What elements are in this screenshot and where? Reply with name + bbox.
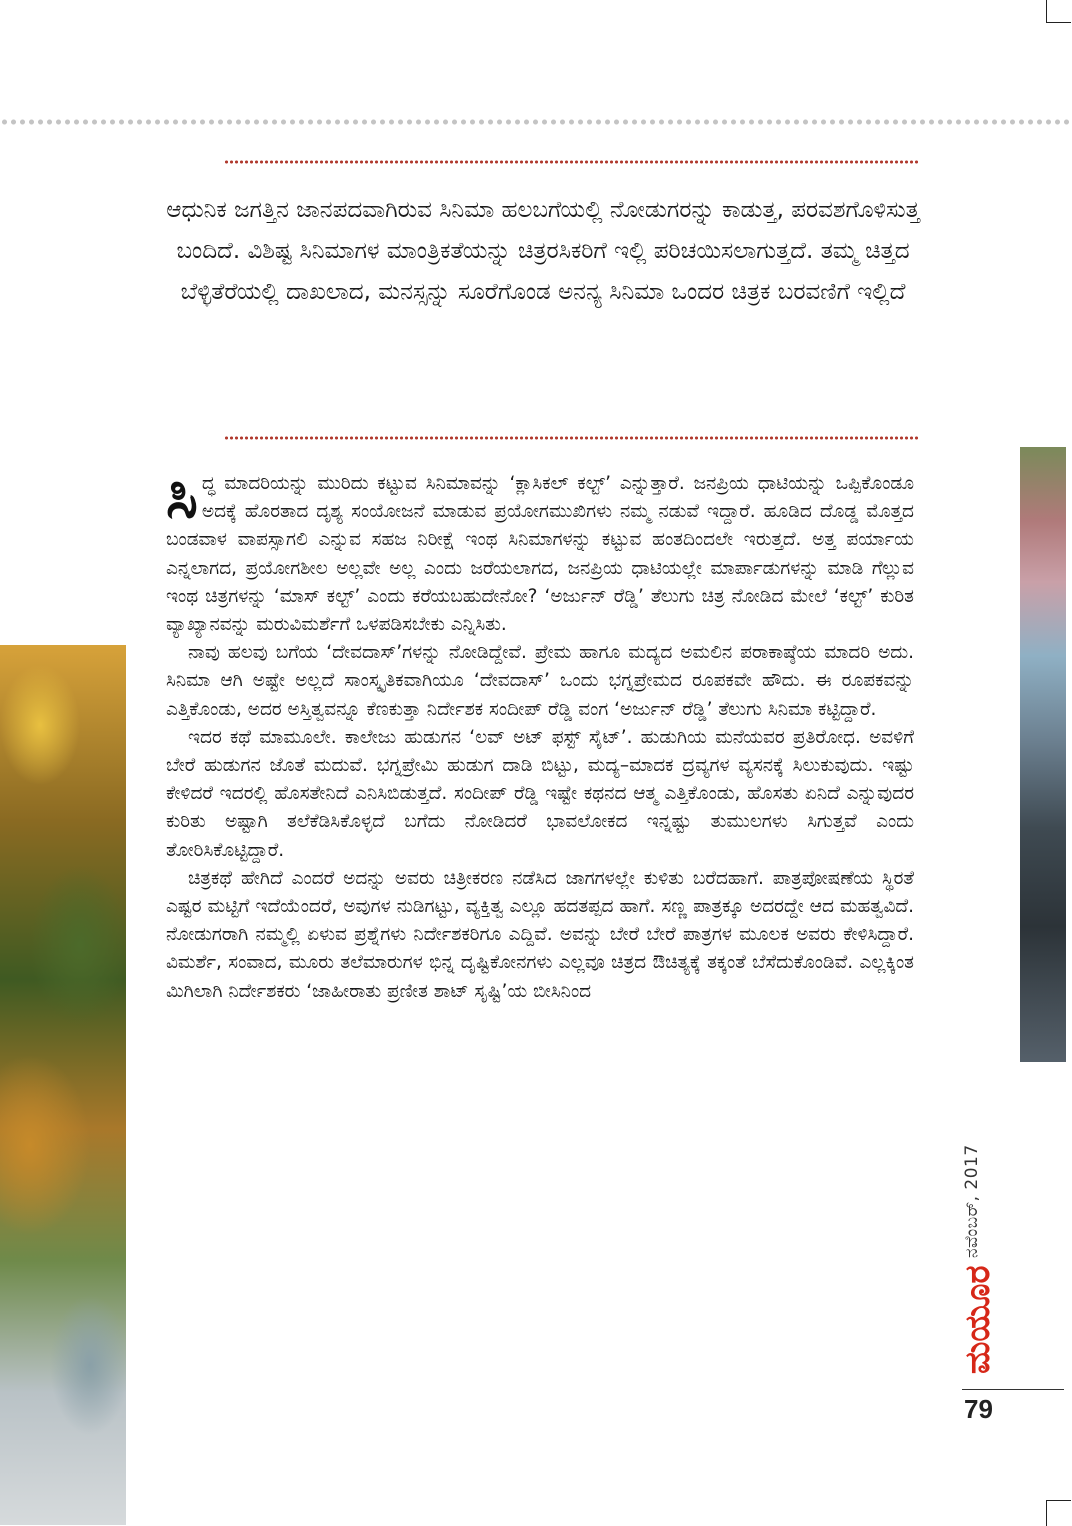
article-paragraph-2: ನಾವು ಹಲವು ಬಗೆಯ ‘ದೇವದಾಸ್’ಗಳನ್ನು ನೋಡಿದ್ದೇವೆ. ಪ್ರೇಮ ಹಾಗೂ ಮದ್ಯದ ಅಮಲಿನ ಪರಾಕಾಷ್ಠೆಯ ಮಾದರಿ ಅದು. ಸಿನಿಮಾ ಆಗಿ ಅಷ್ಟೇ ಅಲ್ಲದೆ ಸಾಂಸ್ಕೃತಿಕವಾಗಿಯೂ ‘ದೇವದಾಸ್’ ಒಂದು ಭಗ್ನಪ್ರೇಮದ ರೂಪಕವೇ ಹೌದು. ಈ ರೂಪಕವನ್ನು ಎತ್ತಿಕೊಂಡು, ಅದರ ಅಸ್ತಿತ್ವವನ್ನೂ ಕೆಣಕುತ್ತಾ ನಿರ್ದೇಶಕ ಸಂದೀಪ್ ರೆಡ್ಡಿ ವಂಗ ‘ಅರ್ಜುನ್ ರೆಡ್ಡಿ’ ತೆಲುಗು ಸಿನಿಮಾ ಕಟ್ಟಿದ್ದಾರೆ. (166, 642, 914, 720)
article-body (166, 462, 914, 1006)
intro-bottom-rule (224, 436, 918, 440)
issue-date: ನವೆಂಬರ್, 2017 (962, 1144, 982, 1258)
page-number: 79 (964, 1394, 993, 1424)
dotted-divider (0, 118, 1072, 126)
crop-mark-top (1046, 0, 1071, 23)
article-paragraph-3: ಇದರ ಕಥೆ ಮಾಮೂಲೇ. ಕಾಲೇಜು ಹುಡುಗನ ‘ಲವ್ ಅಟ್ ಫಸ್ಟ್ ಸೈಟ್’. ಹುಡುಗಿಯ ಮನೆಯವರ ಪ್ರತಿರೋಧ. ಅವಳಿಗೆ ಬೇರೆ ಹುಡುಗನ ಜೊತೆ ಮದುವೆ. ಭಗ್ನಪ್ರೇಮಿ ಹುಡುಗ ದಾಡಿ ಬಿಟ್ಟು, ಮದ್ಯ–ಮಾದಕ ದ್ರವ್ಯಗಳ ವ್ಯಸನಕ್ಕೆ ಸಿಲುಕುವುದು. ಇಷ್ಟು ಕೇಳಿದರೆ ಇದರಲ್ಲಿ ಹೊಸತೇನಿದೆ ಎನಿಸಿಬಿಡುತ್ತದೆ. ಸಂದೀಪ್ ರೆಡ್ಡಿ ಇಷ್ಟೇ ಕಥನದ ಆತ್ಮ ಎತ್ತಿಕೊಂಡು, ಹೊಸತು ಏನಿದೆ ಎನ್ನುವುದರ ಕುರಿತು ಅಷ್ಟಾಗಿ ತಲೆಕೆಡಿಸಿಕೊಳ್ಳದೆ ಬಗೆದು ನೋಡಿದರೆ ಭಾವಲೋಕದ ಇನ್ನಷ್ಟು ತುಮುಲಗಳು ಸಿಗುತ್ತವೆ ಎಂದು ತೋರಿಸಿಕೊಟ್ಟಿದ್ದಾರೆ. (166, 726, 914, 861)
page-number-rule (962, 1389, 1064, 1390)
intro-top-rule (224, 160, 918, 164)
right-photo-strip (1020, 447, 1066, 1062)
magazine-logo: ಮಯೂರ (958, 1265, 998, 1374)
drop-cap: ಸಿ (166, 462, 198, 532)
crop-mark-bottom (1046, 1500, 1071, 1526)
article-paragraph-4: ಚಿತ್ರಕಥೆ ಹೇಗಿದೆ ಎಂದರೆ ಅದನ್ನು ಅವರು ಚಿತ್ರೀಕರಣ ನಡೆಸಿದ ಜಾಗಗಳಲ್ಲೇ ಕುಳಿತು ಬರೆದಹಾಗೆ. ಪಾತ್ರಪೋಷಣೆಯ ಸ್ಥಿರತೆ ಎಷ್ಟರ ಮಟ್ಟಿಗೆ ಇದೆಯೆಂದರೆ, ಅವುಗಳ ನುಡಿಗಟ್ಟು, ವ್ಯಕ್ತಿತ್ವ ಎಲ್ಲೂ ಹದತಪ್ಪದ ಹಾಗೆ. ಸಣ್ಣ ಪಾತ್ರಕ್ಕೂ ಅದರದ್ದೇ ಆದ ಮಹತ್ವವಿದೆ. ನೋಡುಗರಾಗಿ ನಮ್ಮಲ್ಲಿ ಏಳುವ ಪ್ರಶ್ನೆಗಳು ನಿರ್ದೇಶಕರಿಗೂ ಎದ್ದಿವೆ. ಅವನ್ನು ಬೇರೆ ಬೇರೆ ಪಾತ್ರಗಳ ಮೂಲಕ ಅವರು ಕೇಳಿಸಿದ್ದಾರೆ. ವಿಮರ್ಶೆ, ಸಂವಾದ, ಮೂರು ತಲೆಮಾರುಗಳ ಭಿನ್ನ ದೃಷ್ಟಿಕೋನಗಳು ಎಲ್ಲವೂ ಚಿತ್ರದ ಔಚಿತ್ಯಕ್ಕೆ ತಕ್ಕಂತೆ ಬೆಸೆದುಕೊಂಡಿವೆ. ಎಲ್ಲಕ್ಕಿಂತ ಮಿಗಿಲಾಗಿ ನಿರ್ದೇಶಕರು ‘ಜಾಹೀರಾತು ಪ್ರಣೀತ ಶಾಟ್ ಸೃಷ್ಟಿ’ಯ ಬೀಸಿನಿಂದ (166, 867, 914, 1002)
left-photo-strip (0, 645, 126, 1525)
paragraph-1-text: ದ್ಧ ಮಾದರಿಯನ್ನು ಮುರಿದು ಕಟ್ಟುವ ಸಿನಿಮಾವನ್ನು ‘ಕ್ಲಾಸಿಕಲ್ ಕಲ್ಟ್’ ಎನ್ನುತ್ತಾರೆ. ಜನಪ್ರಿಯ ಧಾಟಿಯನ್ನು ಒಪ್ಪಿಕೊಂಡೂ ಅದಕ್ಕೆ ಹೊರತಾದ ದೃಶ್ಯ ಸಂಯೋಜನೆ ಮಾಡುವ ಪ್ರಯೋಗಮುಖಿಗಳು ನಮ್ಮ ನಡುವೆ ಇದ್ದಾರೆ. ಹೂಡಿದ ದೊಡ್ಡ ಮೊತ್ತದ ಬಂಡವಾಳ ವಾಪಸ್ಸಾಗಲಿ ಎನ್ನುವ ಸಹಜ ನಿರೀಕ್ಷೆ ಇಂಥ ಸಿನಿಮಾಗಳನ್ನು ಕಟ್ಟುವ ಹಂತದಿಂದಲೇ ಇರುತ್ತದೆ. ಅತ್ತ ಪರ್ಯಾಯ ಎನ್ನಲಾಗದ, ಪ್ರಯೋಗಶೀಲ ಅಲ್ಲವೇ ಅಲ್ಲ ಎಂದು ಜರೆಯಲಾಗದ, ಜನಪ್ರಿಯ ಧಾಟಿಯಲ್ಲೇ ಮಾರ್ಪಾಡುಗಳನ್ನು ಮಾಡಿ ಗೆಲ್ಲುವ ಇಂಥ ಚಿತ್ರಗಳನ್ನು ‘ಮಾಸ್ ಕಲ್ಟ್’ ಎಂದು ಕರೆಯಬಹುದೇನೋ? ‘ಅರ್ಜುನ್ ರೆಡ್ಡಿ’ ತೆಲುಗು ಚಿತ್ರ ನೋಡಿದ ಮೇಲೆ ‘ಕಲ್ಟ್’ ಕುರಿತ ವ್ಯಾಖ್ಯಾನವನ್ನು ಮರುವಿಮರ್ಶೆಗೆ ಒಳಪಡಿಸಬೇಕು ಎನ್ನಿಸಿತು. (166, 473, 914, 636)
article-paragraph-1 (166, 462, 914, 639)
intro-blurb: ಆಧುನಿಕ ಜಗತ್ತಿನ ಜಾನಪದವಾಗಿರುವ ಸಿನಿಮಾ ಹಲಬಗೆಯಲ್ಲಿ ನೋಡುಗರನ್ನು ಕಾಡುತ್ತ, ಪರವಶಗೊಳಿಸುತ್ತ ಬಂದಿದೆ. ವಿಶಿಷ್ಟ ಸಿನಿಮಾಗಳ ಮಾಂತ್ರಿಕತೆಯನ್ನು ಚಿತ್ರರಸಿಕರಿಗೆ ಇಲ್ಲಿ ಪರಿಚಯಿಸಲಾಗುತ್ತದೆ. ತಮ್ಮ ಚಿತ್ತದ ಬೆಳ್ಳಿತೆರೆಯಲ್ಲಿ ದಾಖಲಾದ, ಮನಸ್ಸನ್ನು ಸೂರೆಗೊಂಡ ಅನನ್ಯ ಸಿನಿಮಾ ಒಂದರ ಚಿತ್ರಕ ಬರವಣಿಗೆ ಇಲ್ಲಿದೆ (166, 197, 920, 305)
